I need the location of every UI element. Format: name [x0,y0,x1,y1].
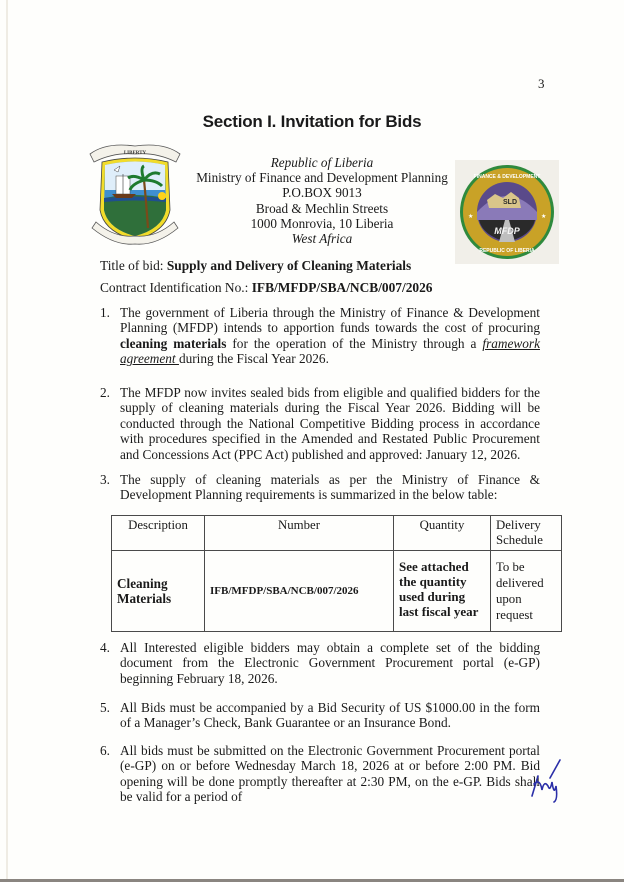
letterhead [190,155,454,246]
col-number: Number [205,516,394,551]
item-bold-text: cleaning materials [120,335,227,351]
table-row [112,551,562,632]
contract-id-line [100,280,433,296]
col-quantity: Quantity [394,516,491,551]
item-text: The government of Liberia through the Ministry of Finance & Development Planning (MFDP) intends to apportion funds towards the cost of procuring [120,305,540,336]
letterhead-country: Republic of Liberia [270,155,374,170]
letterhead-region: West Africa [291,231,353,247]
list-item-number: 5. [100,700,110,715]
section-title: Section I. Invitation for Bids [202,112,422,131]
cell-description: Cleaning Materials [112,551,205,632]
contract-id-label: Contract Identification No.: [100,280,252,295]
contract-id-value: IFB/MFDP/SBA/NCB/007/2026 [251,280,433,295]
list-item-5 [100,700,540,731]
list-item-number: 1. [100,305,110,320]
mfdp-seal-icon [455,160,559,264]
list-item-1 [100,305,540,367]
item-text: The supply of cleaning materials as per the Ministry of Finance & Development Planning requirements is summarized in the below table: [120,472,540,503]
svg-text:★: ★ [541,214,547,220]
svg-text:FINANCE & DEVELOPMENT: FINANCE & DEVELOPMENT [473,174,541,180]
cell-number: IFB/MFDP/SBA/NCB/007/2026 [205,551,394,632]
item-text: for the operation of the Ministry through a [226,335,483,351]
item-text: during the Fiscal Year 2026. [178,351,329,367]
item-text: All bids must be submitted on the Electronic Government Procurement portal (e-GP) on or before Wednesday March 18, 2026 at or before 2:00 PM. Bid opening will be done promptly thereafter at 2:30 PM, on the e-GP. Bids shall be valid for a period of [120,743,540,805]
svg-text:MFDP: MFDP [494,226,520,236]
signature-icon [528,756,564,804]
list-item-number: 3. [100,472,110,487]
table-header-row [112,516,562,551]
page-number: 3 [538,76,545,91]
cell-delivery-schedule: To be delivered upon request [491,551,562,632]
list-item-4 [100,640,540,686]
letterhead-pobox: P.O.BOX 9013 [282,185,362,201]
bid-title-line [100,258,411,274]
letterhead-street: Broad & Mechlin Streets [255,200,389,216]
list-item-2 [100,385,540,462]
svg-text:★: ★ [468,214,474,220]
framework-agreement-text: framework agreement [120,335,540,367]
svg-text:SLD: SLD [503,199,517,206]
list-item-6 [100,743,540,805]
liberia-coat-of-arms-icon [86,140,184,252]
scan-edge-left [6,0,8,882]
list-item-3 [100,472,540,503]
bid-title-value: Supply and Delivery of Cleaning Materials [166,258,412,273]
item-text: All Bids must be accompanied by a Bid Security of US $1000.00 in the form of a Manager’s Check, Bank Guarantee or an Insurance Bond. [120,700,540,731]
svg-text:LIBERTY: LIBERTY [123,151,147,156]
letterhead-ministry: Ministry of Finance and Development Planning [196,170,448,186]
bid-title-label: Title of bid: [100,258,167,273]
item-text: All Interested eligible bidders may obtain a complete set of the bidding document from the Electronic Government Procurement portal (e-GP) beginning February 18, 2026. [120,640,540,686]
list-item-number: 2. [100,385,110,400]
list-item-number: 4. [100,640,110,655]
list-item-number: 6. [100,743,110,758]
bid-summary-table [111,515,562,632]
cell-quantity: See attached the quantity used during last fiscal year [394,551,491,632]
col-delivery-schedule: Delivery Schedule [491,516,562,551]
svg-text:REPUBLIC OF LIBERIA: REPUBLIC OF LIBERIA [479,248,535,254]
col-description: Description [112,516,205,551]
letterhead-city: 1000 Monrovia, 10 Liberia [250,215,394,231]
item-text: The MFDP now invites sealed bids from eligible and qualified bidders for the supply of cleaning materials during the Fiscal Year 2026. Bidding will be conducted through the National Competitive Bidding process in accordance with procedures specified in the Amended and Restated Public Procurement and Concessions Act (PPC Act) published and approved: January 12, 2026. [120,385,540,462]
